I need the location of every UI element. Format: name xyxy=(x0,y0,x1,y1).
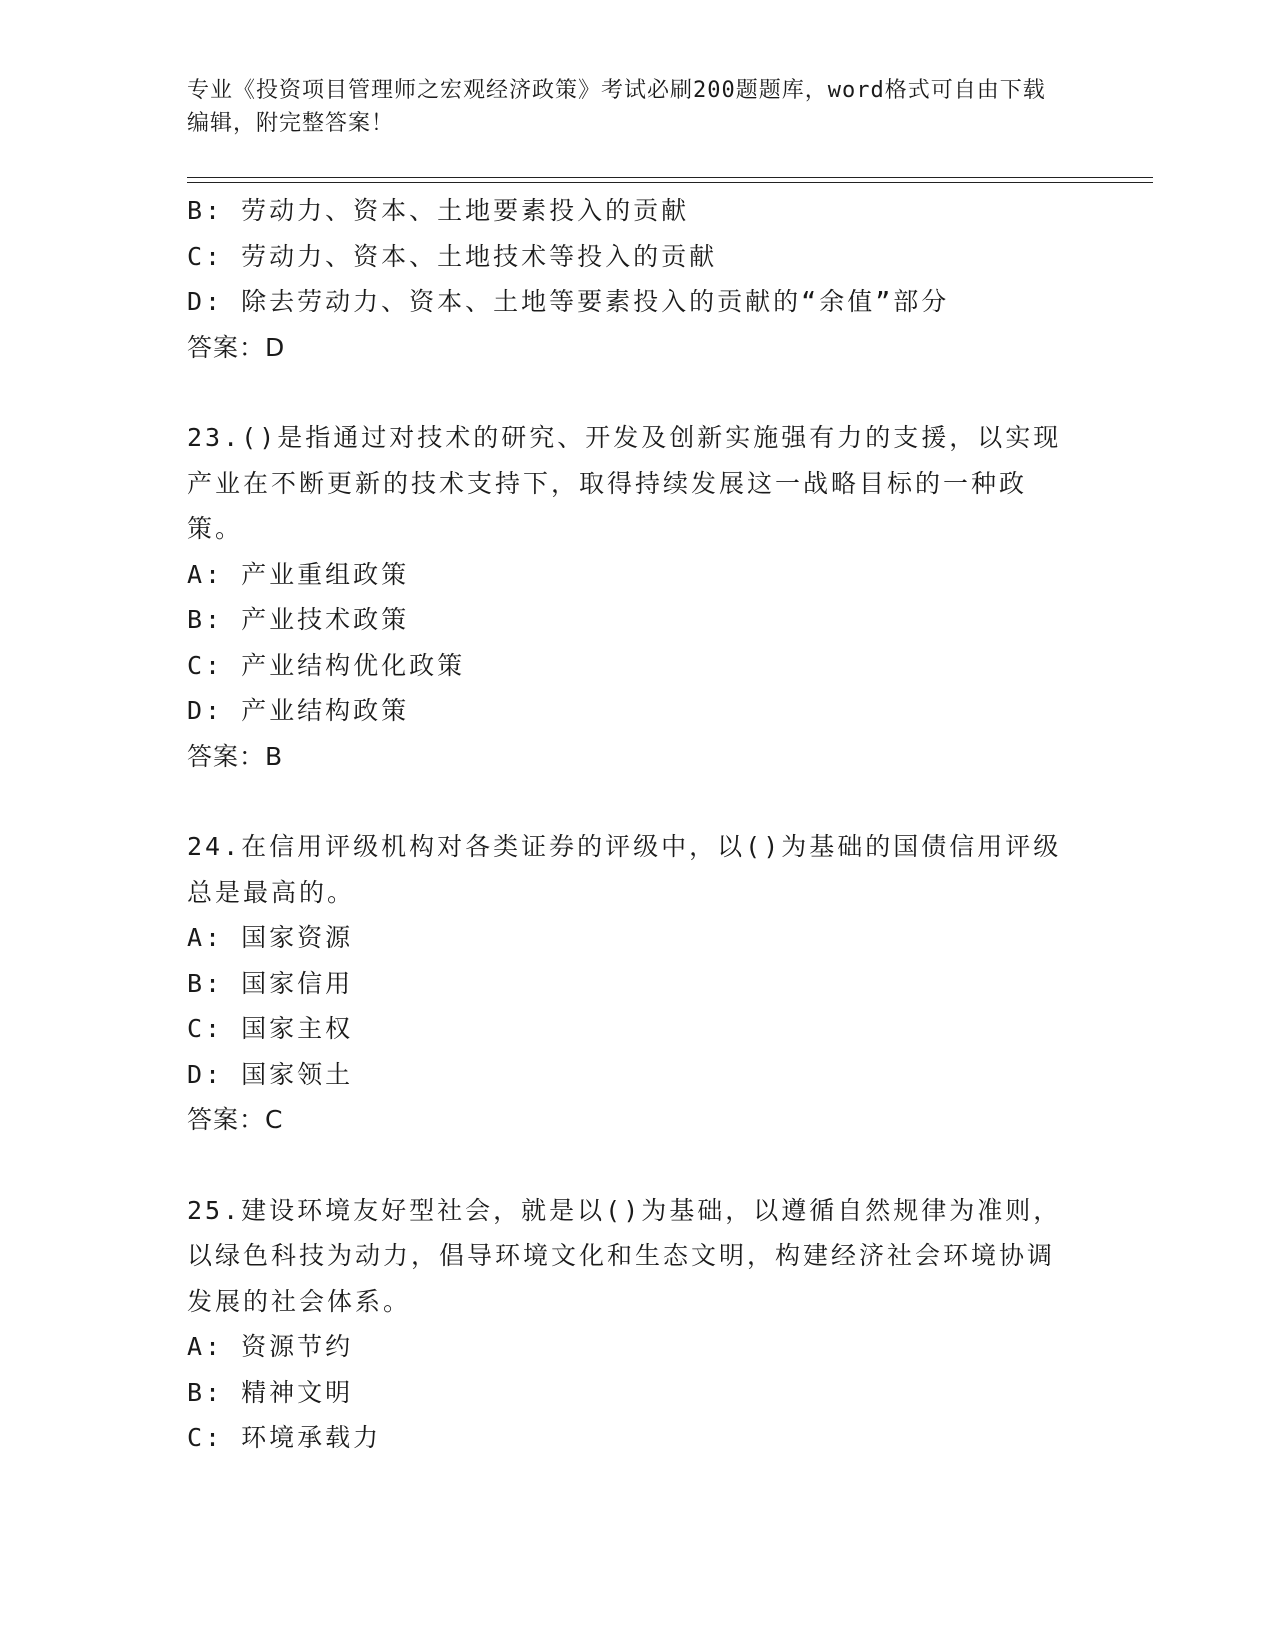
option-a: A: 国家资源 xyxy=(187,923,354,952)
option-c: C: 劳动力、资本、土地技术等投入的贡献 xyxy=(187,241,718,271)
option-b: B: 产业技术政策 xyxy=(187,605,410,634)
answer-line: 答案：B xyxy=(187,741,284,771)
spacer xyxy=(187,370,1087,415)
answer-line: 答案：C xyxy=(187,1105,284,1134)
option-b: B: 国家信用 xyxy=(187,968,354,998)
option-d: D: 国家领土 xyxy=(187,1059,354,1089)
option-d: D: 产业结构政策 xyxy=(187,696,410,725)
question-stem: 24.在信用评级机构对各类证券的评级中，以()为基础的国债信用评级总是最高的。 xyxy=(187,832,1062,907)
spacer xyxy=(187,779,1087,824)
page-header: 专业《投资项目管理师之宏观经济政策》考试必刷200题题库，word格式可自由下载编辑，附完整答案！ xyxy=(187,78,1046,136)
option-a: A: 资源节约 xyxy=(187,1332,354,1361)
header-rule-top xyxy=(187,177,1153,178)
answer-line: 答案：D xyxy=(187,332,286,362)
question-stem: 25.建设环境友好型社会，就是以()为基础，以遵循自然规律为准则，以绿色科技为动力，倡导环境文化和生态文明，构建经济社会环境协调发展的社会体系。 xyxy=(187,1195,1062,1316)
option-c: C: 产业结构优化政策 xyxy=(187,650,466,680)
option-c: C: 环境承载力 xyxy=(187,1423,382,1452)
header-rule-bottom xyxy=(187,182,1153,183)
option-d: D: 除去劳动力、资本、土地等要素投入的贡献的“余值”部分 xyxy=(187,287,950,316)
option-b: B: 劳动力、资本、土地要素投入的贡献 xyxy=(187,196,690,225)
option-b: B: 精神文明 xyxy=(187,1377,354,1407)
option-a: A: 产业重组政策 xyxy=(187,559,410,589)
spacer xyxy=(187,1143,1087,1188)
option-c: C: 国家主权 xyxy=(187,1014,354,1043)
question-stem: 23.()是指通过对技术的研究、开发及创新实施强有力的支援，以实现产业在不断更新的技术支持下，取得持续发展这一战略目标的一种政策。 xyxy=(187,423,1062,543)
question-content xyxy=(187,188,1087,1461)
